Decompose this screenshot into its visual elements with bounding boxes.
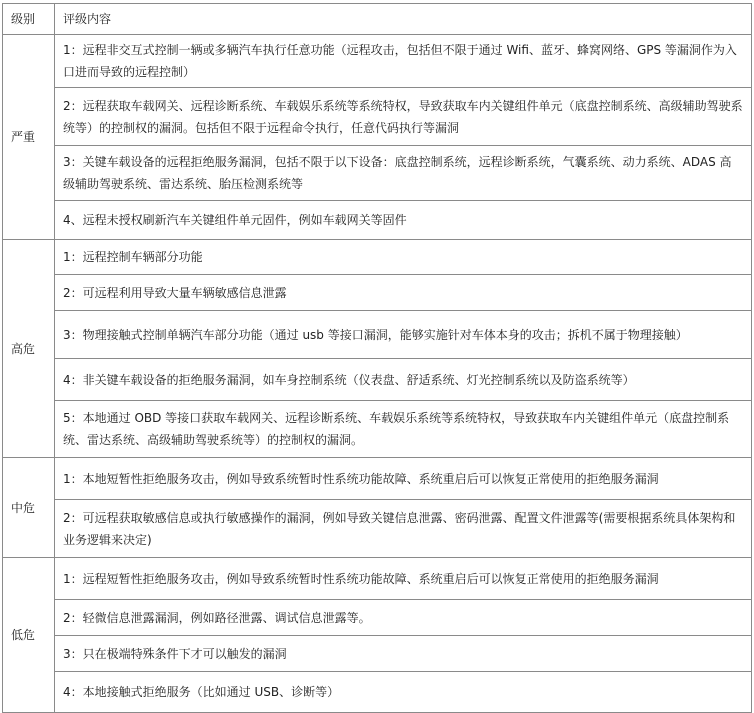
level-low: 低危 [3, 558, 55, 713]
table-row [3, 240, 752, 275]
table-row [3, 201, 752, 240]
table-row [3, 672, 752, 713]
table-row [3, 311, 752, 359]
table-cell: 2：可远程获取敏感信息或执行敏感操作的漏洞，例如导致关键信息泄露、密码泄露、配置文件泄露等(需要根据系统具体架构和业务逻辑来决定) [55, 500, 752, 558]
table-row [3, 600, 752, 636]
table-cell: 2：可远程利用导致大量车辆敏感信息泄露 [55, 275, 752, 311]
header-level: 级别 [3, 4, 55, 35]
table-cell: 3：关键车载设备的远程拒绝服务漏洞，包括不限于以下设备：底盘控制系统，远程诊断系统，气囊系统、动力系统、ADAS 高级辅助驾驶系统、雷达系统、胎压检测系统等 [55, 146, 752, 201]
table-cell: 1：本地短暂性拒绝服务攻击，例如导致系统暂时性系统功能故障、系统重启后可以恢复正常使用的拒绝服务漏洞 [55, 458, 752, 500]
table-row [3, 636, 752, 672]
table-row [3, 558, 752, 600]
table-cell: 4：本地接触式拒绝服务（比如通过 USB、诊断等） [55, 672, 752, 713]
table-cell: 3：物理接触式控制单辆汽车部分功能（通过 usb 等接口漏洞，能够实施针对车体本身的攻击；拆机不属于物理接触） [55, 311, 752, 359]
table-cell: 1：远程控制车辆部分功能 [55, 240, 752, 275]
table-cell: 1：远程短暂性拒绝服务攻击，例如导致系统暂时性系统功能故障、系统重启后可以恢复正常使用的拒绝服务漏洞 [55, 558, 752, 600]
table-row [3, 500, 752, 558]
table-row [3, 35, 752, 88]
table-row [3, 359, 752, 401]
table-row [3, 458, 752, 500]
table-cell: 2：远程获取车载网关、远程诊断系统、车载娱乐系统等系统特权，导致获取车内关键组件单元（底盘控制系统、高级辅助驾驶系统等）的控制权的漏洞。包括但不限于远程命令执行，任意代码执行等漏洞 [55, 88, 752, 146]
table-cell: 4：非关键车载设备的拒绝服务漏洞，如车身控制系统（仪表盘、舒适系统、灯光控制系统以及防盗系统等） [55, 359, 752, 401]
table-row [3, 401, 752, 458]
header-row [3, 4, 752, 35]
level-high: 高危 [3, 240, 55, 458]
level-medium: 中危 [3, 458, 55, 558]
table-row [3, 275, 752, 311]
table-row [3, 146, 752, 201]
table-cell: 4、远程未授权刷新汽车关键组件单元固件，例如车载网关等固件 [55, 201, 752, 240]
level-critical: 严重 [3, 35, 55, 240]
table-row [3, 88, 752, 146]
table-cell: 5：本地通过 OBD 等接口获取车载网关、远程诊断系统、车载娱乐系统等系统特权，导致获取车内关键组件单元（底盘控制系统、雷达系统、高级辅助驾驶系统等）的控制权的漏洞。 [55, 401, 752, 458]
vulnerability-rating-table [2, 3, 752, 713]
table-cell: 3：只在极端特殊条件下才可以触发的漏洞 [55, 636, 752, 672]
table-cell: 2：轻微信息泄露漏洞，例如路径泄露、调试信息泄露等。 [55, 600, 752, 636]
header-content: 评级内容 [55, 4, 752, 35]
table-cell: 1：远程非交互式控制一辆或多辆汽车执行任意功能（远程攻击，包括但不限于通过 Wifi、蓝牙、蜂窝网络、GPS 等漏洞作为入口进而导致的远程控制） [55, 35, 752, 88]
